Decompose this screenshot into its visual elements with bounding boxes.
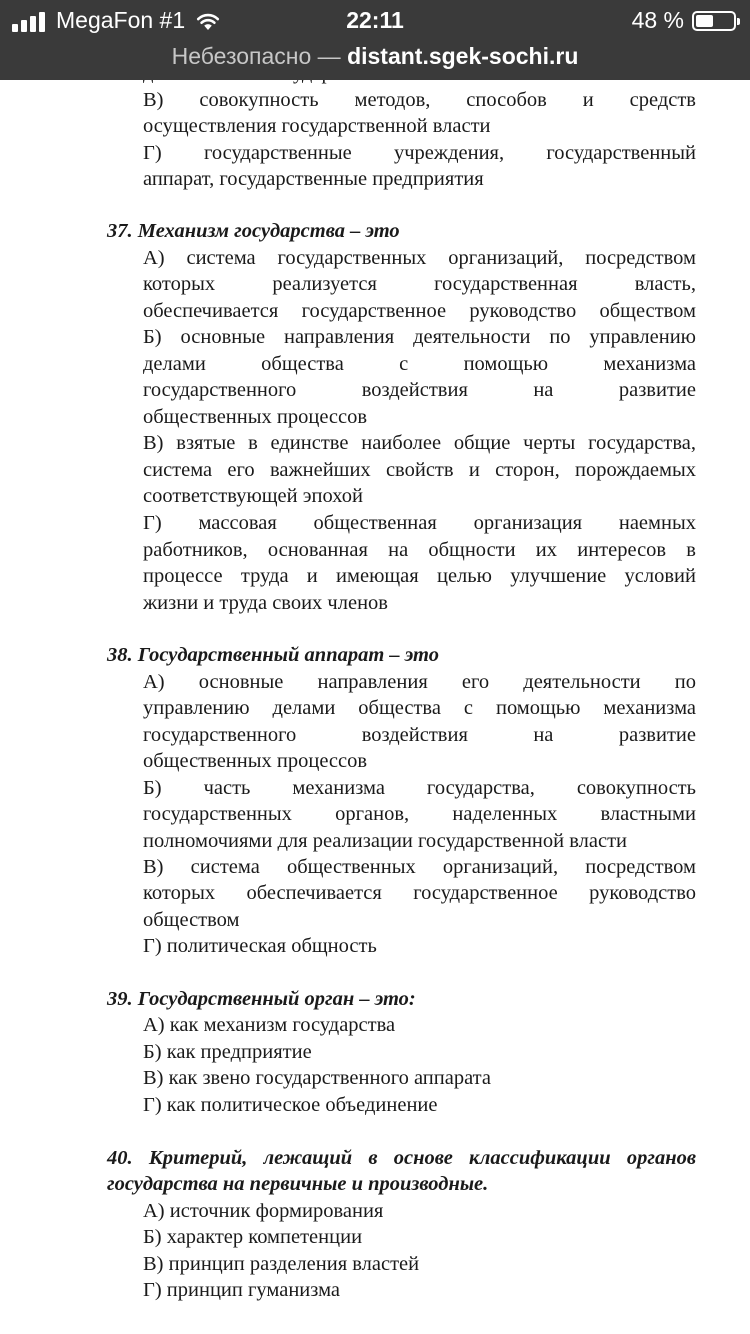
q36-option-g-line: аппарат, государственные предприятия: [143, 168, 484, 190]
q40-title-line: 40. Критерий, лежащий в основе классификации органов: [107, 1147, 696, 1169]
q38-option-v-line: которых обеспечивается государственное руководство: [143, 882, 696, 904]
battery-icon: [692, 11, 736, 31]
q37-option-g-line: работников, основанная на общности их интересов в: [143, 539, 696, 561]
q36-option-v-line: В) совокупность методов, способов и средств: [143, 89, 696, 111]
q36-option-v-line: осуществления государственной власти: [143, 115, 491, 137]
q37-option-b-line: делами общества с помощью механизма: [143, 353, 696, 375]
battery-percent: 48 %: [631, 7, 684, 33]
status-bar: [0, 0, 750, 40]
q38-option-b-line: Б) часть механизма государства, совокупность: [143, 777, 696, 799]
q40-option-g: Г) принцип гуманизма: [143, 1279, 341, 1301]
q38-option-v-line: обществом: [143, 909, 240, 931]
q38-option-g-line: Г) политическая общность: [143, 935, 377, 957]
q37-option-g-line: Г) массовая общественная организация наемных: [143, 512, 696, 534]
q38-option-a-line: А) основные направления его деятельности по: [143, 671, 696, 693]
q40-option-b: Б) характер компетенции: [143, 1226, 363, 1248]
q37-option-b-line: общественных процессов: [143, 406, 368, 428]
site-domain: distant.sgek-sochi.ru: [347, 43, 579, 69]
q37-option-a-line: которых реализуется государственная власть,: [143, 273, 696, 295]
q39-option-a: А) как механизм государства: [143, 1014, 396, 1036]
q38-title: 38. Государственный аппарат – это: [107, 644, 439, 666]
q40-option-a: А) источник формирования: [143, 1200, 384, 1222]
q39-option-g: Г) как политическое объединение: [143, 1094, 438, 1116]
q38-option-a-line: государственного воздействия на развитие: [143, 724, 696, 746]
q37-option-g-line: жизни и труда своих членов: [143, 592, 388, 614]
q37-option-a-line: А) система государственных организаций, посредством: [143, 247, 696, 269]
q40-option-v: В) принцип разделения властей: [143, 1253, 420, 1275]
q37-title: 37. Механизм государства – это: [107, 220, 400, 242]
q40-title-line: государства на первичные и производные.: [107, 1173, 489, 1195]
clock: 22:11: [346, 7, 404, 33]
battery-level: [696, 15, 713, 27]
q39-title: 39. Государственный орган – это:: [107, 988, 416, 1010]
q37-option-v-line: В) взятые в единстве наиболее общие черты государства,: [143, 432, 696, 454]
browser-chrome: [0, 0, 750, 80]
q39-option-v: В) как звено государственного аппарата: [143, 1067, 491, 1089]
q37-option-b-line: государственного воздействия на развитие: [143, 379, 696, 401]
q38-option-a-line: общественных процессов: [143, 750, 368, 772]
q37-option-g-line: процессе труда и имеющая целью улучшение условий: [143, 565, 696, 587]
q36-option-g-line: Г) государственные учреждения, государственный: [143, 142, 696, 164]
q37-option-a-line: обеспечивается государственное руководство обществом: [143, 300, 696, 322]
q37-option-b-line: Б) основные направления деятельности по управлению: [143, 326, 696, 348]
q37-option-v-line: система его важнейших свойств и сторон, порождаемых: [143, 459, 696, 481]
carrier-name: MegaFon #1: [56, 7, 186, 33]
address-separator: —: [317, 43, 341, 69]
security-label: Небезопасно: [171, 43, 312, 69]
status-right: [632, 7, 736, 34]
q38-option-b-line: государственных органов, наделенных властными: [143, 803, 696, 825]
q38-option-a-line: управлению делами общества с помощью механизма: [143, 697, 696, 719]
address-bar[interactable]: [0, 40, 750, 82]
q38-option-v-line: В) система общественных организаций, посредством: [143, 856, 696, 878]
q37-option-v-line: соответствующей эпохой: [143, 485, 363, 507]
q38-option-b-line: полномочиями для реализации государственной власти: [143, 830, 628, 852]
q39-option-b: Б) как предприятие: [143, 1041, 312, 1063]
